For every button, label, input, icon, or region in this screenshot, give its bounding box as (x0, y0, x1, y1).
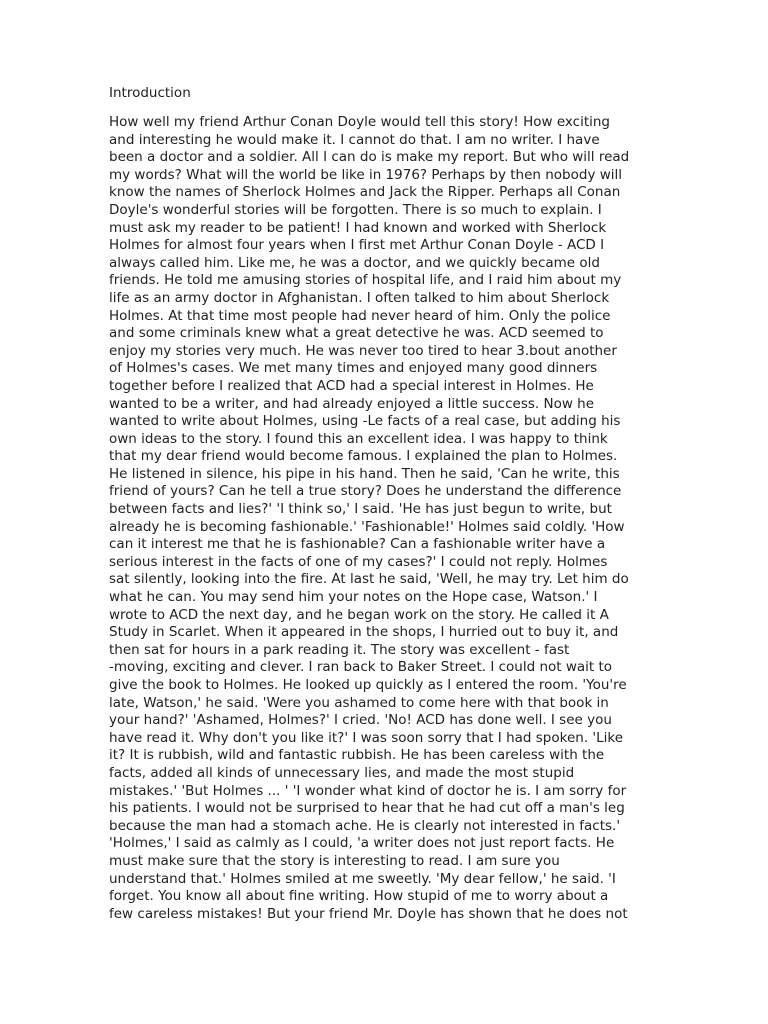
text-line: always called him. Like me, he was a doctor, and we quickly became old (109, 254, 600, 271)
text-line: your hand?' 'Ashamed, Holmes?' I cried. 'No! ACD has done well. I see you (109, 712, 612, 729)
text-line: and some criminals knew what a great detective he was. ACD seemed to (109, 325, 604, 342)
text-line: wanted to be a writer, and had already enjoyed a little success. Now he (109, 395, 595, 412)
text-line: Holmes for almost four years when I first met Arthur Conan Doyle - ACD I (109, 237, 605, 254)
text-line: forget. You know all about fine writing. How stupid of me to worry about a (109, 888, 609, 905)
text-line: 'Holmes,' I said as calmly as I could, 'a writer does not just report facts. He (109, 835, 615, 852)
text-line: wanted to write about Holmes, using -Le facts of a real case, but adding his (109, 413, 621, 430)
text-line: know the names of Sherlock Holmes and Jack the Ripper. Perhaps all Conan (109, 184, 621, 201)
text-line: mistakes.' 'But Holmes ... ' 'I wonder what kind of doctor he is. I am sorry for (109, 782, 627, 799)
text-line: give the book to Holmes. He looked up quickly as I entered the room. 'You're (109, 677, 627, 693)
text-line: understand that.' Holmes smiled at me sweetly. 'My dear fellow,' he said. 'I (109, 870, 616, 887)
text-line: together before I realized that ACD had a special interest in Holmes. He (109, 377, 594, 394)
text-line: Study in Scarlet. When it appeared in the shops, I hurried out to buy it, and (109, 624, 619, 641)
text-line: have read it. Why don't you like it?' I was soon sorry that I had spoken. 'Like (109, 729, 624, 746)
text-line: can it interest me that he is fashionable? Can a fashionable writer have a (109, 536, 606, 553)
text-line: it? It is rubbish, wild and fantastic rubbish. He has been careless with the (109, 747, 605, 764)
text-line: must make sure that the story is interesting to read. I am sure you (109, 852, 560, 869)
text-line: friends. He told me amusing stories of hospital life, and I raid him about my (109, 272, 622, 289)
text-line: serious interest in the facts of one of my cases?' I could not reply. Holmes (109, 553, 608, 570)
text-line: Doyle's wonderful stories will be forgotten. There is so much to explain. I (109, 201, 602, 218)
text-line: enjoy my stories very much. He was never too tired to hear 3.bout another (109, 342, 617, 359)
text-line: what he can. You may send him your notes on the Hope case, Watson.' I (109, 589, 598, 606)
text-line: because the man had a stomach ache. He is clearly not interested in facts.' (109, 817, 621, 834)
text-line: my words? What will the world be like in 1976? Perhaps by then nobody will (109, 166, 623, 183)
text-line: few careless mistakes! But your friend Mr. Doyle has shown that he does not (109, 905, 628, 922)
text-line: of Holmes's cases. We met many times and enjoyed many good dinners (109, 360, 598, 377)
document-heading: Introduction (109, 85, 191, 101)
text-line: facts, added all kinds of unnecessary lies, and made the most stupid (109, 764, 575, 781)
text-line: late, Watson,' he said. 'Were you ashamed to come here with that book in (109, 694, 609, 711)
text-line: sat silently, looking into the fire. At last he said, 'Well, he may try. Let him do (109, 571, 629, 588)
text-line: friend of yours? Can he tell a true story? Does he understand the difference (109, 483, 622, 500)
text-line: life as an army doctor in Afghanistan. I often talked to him about Sherlock (109, 289, 610, 306)
text-line: between facts and lies?' 'I think so,' I said. 'He has just begun to write, but (109, 501, 612, 518)
text-line: wrote to ACD the next day, and he began work on the story. He called it A (109, 606, 609, 623)
text-line: Holmes. At that time most people had never heard of him. Only the police (109, 307, 611, 324)
text-line: his patients. I would not be surprised to hear that he had cut off a man's leg (109, 800, 625, 817)
text-line: He listened in silence, his pipe in his hand. Then he said, 'Can he write, this (109, 465, 620, 482)
text-line: -moving, exciting and clever. I ran back to Baker Street. I could not wait to (109, 659, 613, 676)
text-line: then sat for hours in a park reading it. The story was excellent - fast (109, 641, 570, 658)
text-line: and interesting he would make it. I cannot do that. I am no writer. I have (109, 131, 600, 148)
document-body-text (109, 114, 669, 923)
text-line: that my dear friend would become famous. I explained the plan to Holmes. (109, 448, 618, 465)
text-line: already he is becoming fashionable.' 'Fashionable!' Holmes said coldly. 'How (109, 518, 625, 535)
text-line: own ideas to the story. I found this an excellent idea. I was happy to think (109, 430, 608, 447)
text-line: been a doctor and a soldier. All I can do is make my report. But who will read (109, 149, 630, 166)
text-line: How well my friend Arthur Conan Doyle would tell this story! How exciting (109, 114, 610, 130)
text-line: must ask my reader to be patient! I had known and worked with Sherlock (109, 219, 607, 236)
